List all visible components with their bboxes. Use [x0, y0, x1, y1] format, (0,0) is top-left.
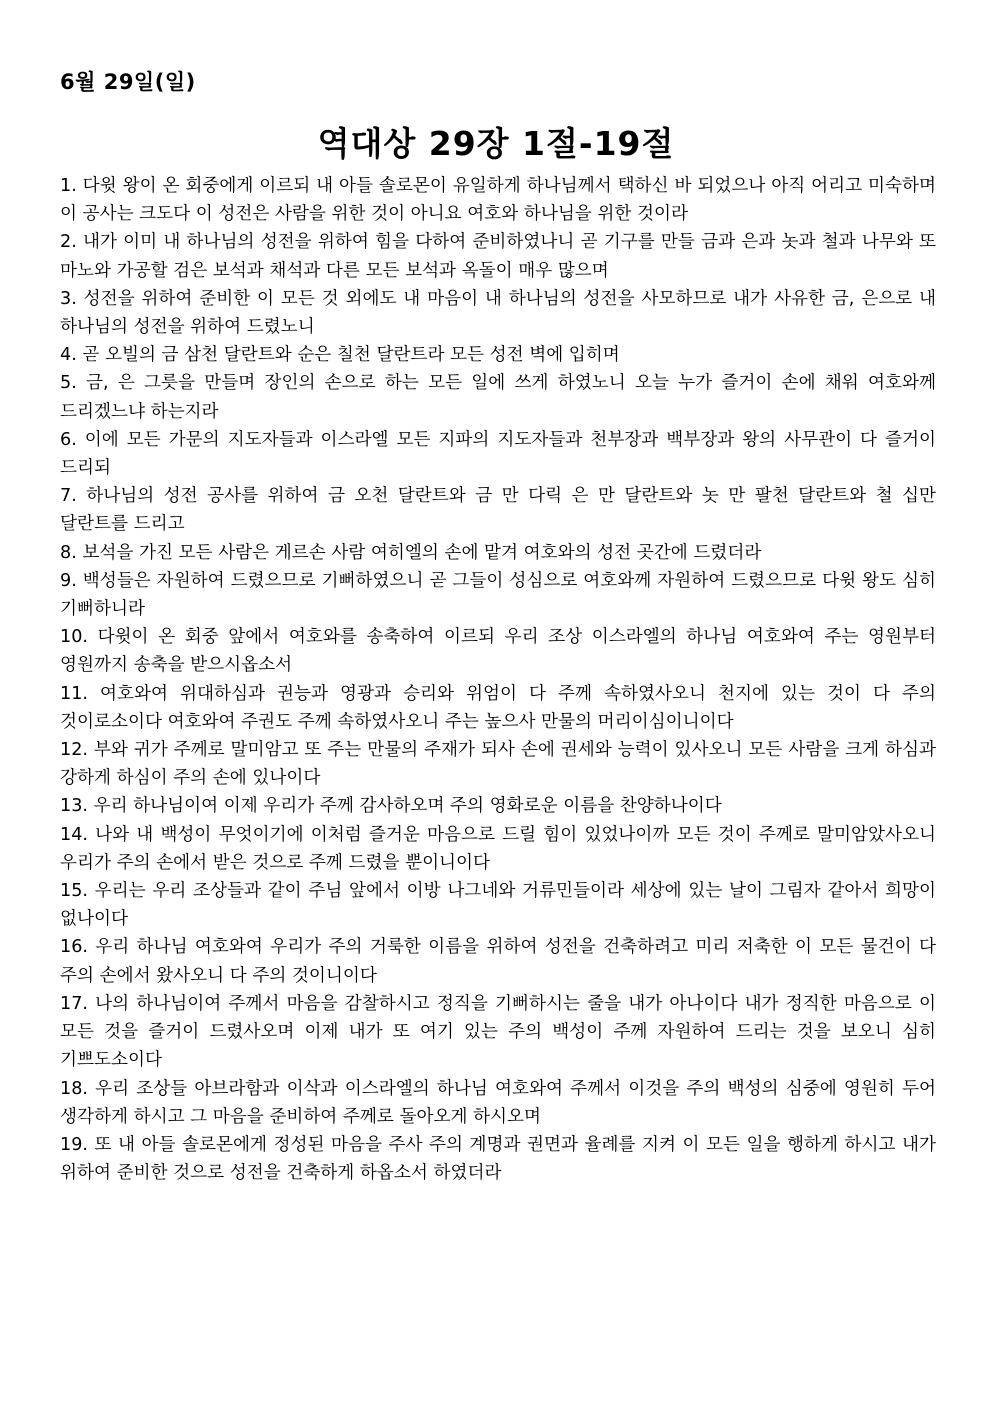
verse-19: 19. 또 내 아들 솔로몬에게 정성된 마음을 주사 주의 계명과 권면과 율례를 지켜 이 모든 일을 행하게 하시고 내가 위하여 준비한 것으로 성전을 건축하게 하옵소서 하였더라 — [60, 1134, 936, 1184]
verse-17: 17. 나의 하나님이여 주께서 마음을 감찰하시고 정직을 기뻐하시는 줄을 내가 아나이다 내가 정직한 마음으로 이 모든 것을 즐거이 드렸사오며 이제 내가 또 여기 있는 주의 백성이 주께 자원하여 드리는 것을 보오니 심히 기쁘도소이다 — [60, 993, 936, 1071]
verse-3: 3. 성전을 위하여 준비한 이 모든 것 외에도 내 마음이 내 하나님의 성전을 사모하므로 내가 사유한 금, 은으로 내 하나님의 성전을 위하여 드렸노니 — [60, 288, 936, 338]
verse-1: 1. 다윗 왕이 온 회중에게 이르되 내 아들 솔로몬이 유일하게 하나님께서 택하신 바 되었으나 아직 어리고 미숙하며 이 공사는 크도다 이 성전은 사람을 위한 것이 아니요 여호와 하나님을 위한 것이라 — [60, 176, 936, 225]
verse-12: 12. 부와 귀가 주께로 말미암고 또 주는 만물의 주재가 되사 손에 권세와 능력이 있사오니 모든 사람을 크게 하심과 강하게 하심이 주의 손에 있나이다 — [60, 740, 936, 789]
verse-9: 9. 백성들은 자원하여 드렸으므로 기뻐하였으니 곧 그들이 성심으로 여호와께 자원하여 드렸으므로 다윗 왕도 심히 기뻐하니라 — [60, 570, 936, 620]
verse-10: 10. 다윗이 온 회중 앞에서 여호와를 송축하여 이르되 우리 조상 이스라엘의 하나님 여호와여 주는 영원부터 영원까지 송축을 받으시옵소서 — [60, 627, 936, 676]
verse-13: 13. 우리 하나님이여 이제 우리가 주께 감사하오며 주의 영화로운 이름을 찬양하나이다 — [60, 796, 722, 817]
verse-5: 5. 금, 은 그릇을 만들며 장인의 손으로 하는 모든 일에 쓰게 하였노니 오늘 누가 즐거이 손에 채워 여호와께 드리겠느냐 하는지라 — [60, 373, 936, 422]
date-heading: 6월 29일(일) — [60, 70, 196, 94]
page-title: 역대상 29장 1절-19절 — [317, 124, 675, 163]
verse-2: 2. 내가 이미 내 하나님의 성전을 위하여 힘을 다하여 준비하였나니 곧 기구를 만들 금과 은과 놋과 철과 나무와 또 마노와 가공할 검은 보석과 채석과 다른 모든 보석과 옥돌이 매우 많으며 — [60, 232, 936, 281]
verse-11: 11. 여호와여 위대하심과 권능과 영광과 승리와 위엄이 다 주께 속하였사오니 천지에 있는 것이 다 주의 것이로소이다 여호와여 주권도 주께 속하였사오니 주는 높으사 만물의 머리이심이니이다 — [60, 683, 936, 732]
verse-8: 8. 보석을 가진 모든 사람은 게르손 사람 여히엘의 손에 맡겨 여호와의 성전 곳간에 드렸더라 — [60, 542, 762, 563]
verse-7: 7. 하나님의 성전 공사를 위하여 금 오천 달란트와 금 만 다릭 은 만 달란트와 놋 만 팔천 달란트와 철 십만 달란트를 드리고 — [60, 486, 936, 535]
verse-4: 4. 곧 오빌의 금 삼천 달란트와 순은 칠천 달란트라 모든 성전 벽에 입히며 — [60, 345, 620, 366]
verse-16: 16. 우리 하나님 여호와여 우리가 주의 거룩한 이름을 위하여 성전을 건축하려고 미리 저축한 이 모든 물건이 다 주의 손에서 왔사오니 다 주의 것이니이다 — [60, 937, 936, 986]
verse-list — [60, 172, 936, 1187]
verse-6: 6. 이에 모든 가문의 지도자들과 이스라엘 모든 지파의 지도자들과 천부장과 백부장과 왕의 사무관이 다 즐거이 드리되 — [60, 429, 936, 479]
verse-14: 14. 나와 내 백성이 무엇이기에 이처럼 즐거운 마음으로 드릴 힘이 있었나이까 모든 것이 주께로 말미암았사오니 우리가 주의 손에서 받은 것으로 주께 드렸을 뿐이니이다 — [60, 824, 936, 873]
verse-18: 18. 우리 조상들 아브라함과 이삭과 이스라엘의 하나님 여호와여 주께서 이것을 주의 백성의 심중에 영원히 두어 생각하게 하시고 그 마음을 준비하여 주께로 돌아오게 하시오며 — [60, 1078, 936, 1127]
verse-15: 15. 우리는 우리 조상들과 같이 주님 앞에서 이방 나그네와 거류민들이라 세상에 있는 날이 그림자 같아서 희망이 없나이다 — [60, 881, 936, 930]
